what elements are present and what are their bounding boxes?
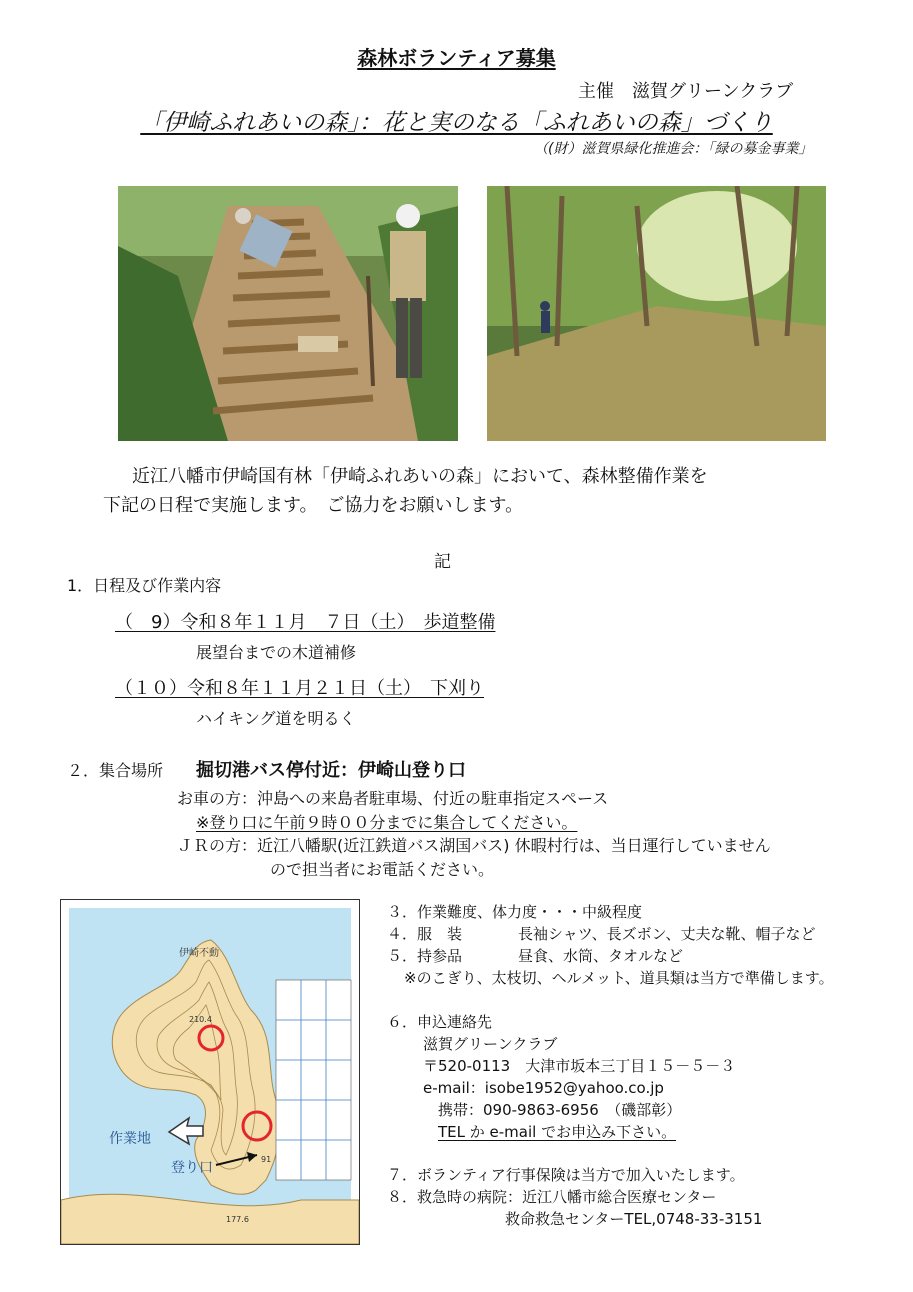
contact-address: 〒520-0113 大津市坂本三丁目１５－５－３ [423,1057,736,1075]
map-label-elev2: 177.6 [226,1215,249,1224]
schedule-item-2: （１０）令和８年１１月２１日（土） 下刈り [115,678,484,699]
item-contact-heading: ６．申込連絡先 [387,1013,493,1031]
schedule-item-1: （ 9）令和８年１１月 ７日（土） 歩道整備 [115,612,496,633]
contact-apply-note: TEL か e-mail でお申込み下さい。 [438,1123,677,1141]
contact-mobile[interactable]: 携帯：090-9863-6956 （磯部彰） [438,1101,682,1119]
section-schedule-heading: 1．日程及び作業内容 [67,576,222,595]
map-label-elev: 210.4 [189,1015,212,1024]
car-info: お車の方：沖島への来島者駐車場、付近の駐車指定スペース [177,789,609,808]
schedule-item-2-detail: ハイキング道を明るく [196,709,356,728]
gather-time-note: ※登り口に午前９時００分までに集合してください。 [196,813,578,832]
item-hospital-phone: 救命救急センターTEL,0748-33-3151 [505,1210,763,1228]
section-meeting-label: ２．集合場所 [67,761,164,780]
organizer-text: 主催 滋賀グリーンクラブ [578,81,794,102]
map-label-entrance: 登り口 [171,1160,213,1176]
map-label-fudo: 伊崎不動 [179,948,219,959]
site-map [60,899,360,1245]
contact-email[interactable]: e-mail：isobe1952@yahoo.co.jp [423,1079,664,1097]
meeting-place: 掘切港バス停付近：伊崎山登り口 [196,760,466,781]
page-title: 森林ボランティア募集 [357,46,556,70]
ki-heading: 記 [434,552,451,572]
item-clothing-label: ４．服 装 [387,925,463,943]
jr-info-line-1: ＪＲの方：近江八幡駅(近江鉄道バス湖国バス) 休暇村行は、当日運行していません [177,836,771,855]
item-insurance: ７．ボランティア行事保険は当方で加入いたします。 [387,1166,745,1184]
subtitle: 「伊崎ふれあいの森」：花と実のなる「ふれあいの森」づくり [140,110,773,136]
intro-line-2: 下記の日程で実施します。 ご協力をお願いします。 [103,495,524,516]
photo-stairs-work [118,186,458,441]
schedule-item-1-detail: 展望台までの木道補修 [196,643,357,662]
jr-info-line-2: ので担当者にお電話ください。 [270,860,495,879]
item-hospital: ８．救急時の病院：近江八幡市総合医療センター [387,1188,717,1206]
item-clothing-value: 長袖シャツ、長ズボン、丈夫な靴、帽子など [518,925,816,943]
item-difficulty: ３．作業難度、体力度・・・中級程度 [387,903,643,921]
item-tools-note: ※のこぎり、太枝切、ヘルメット、道具類は当方で準備します。 [404,969,834,987]
map-label-work: 作業地 [109,1131,151,1147]
map-label-bench: 91 [261,1155,272,1164]
sponsor-text: （(財）滋賀県緑化推進会：「緑の募金事業」 [534,141,813,157]
intro-line-1: 近江八幡市伊崎国有林「伊崎ふれあいの森」において、森林整備作業を [132,466,708,487]
item-bring-label: ５．持参品 [387,947,463,965]
item-bring-value: 昼食、水筒、タオルなど [518,947,684,965]
photo-forest-path [487,186,826,441]
contact-org: 滋賀グリーンクラブ [423,1035,558,1053]
